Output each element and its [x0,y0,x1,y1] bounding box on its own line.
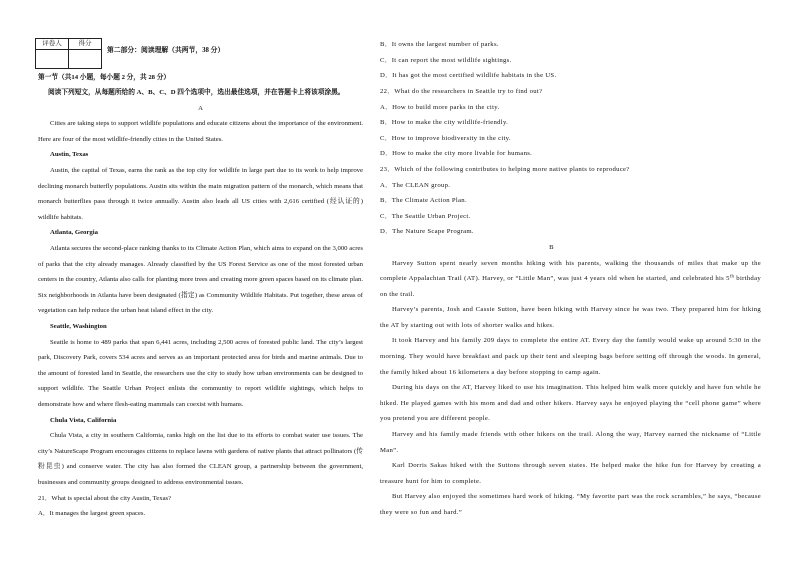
passage-b-label: B [549,243,554,251]
question-21-option-d: D．It has got the most certified wildlife habitats in the US. [380,72,557,80]
question-21-stem: 21．What is special about the city Austin, Texas? [38,494,172,502]
question-22-option-a: A．How to build more parks in the city. [380,103,500,111]
section-text-chula-vista: Chula Vista, a city in southern California, ranks high on the list due to its efforts to combat water use issues. The city’s NatureScape Program encourages citizens to replace lawns with gardens of native plants that attract pollinators (传粉昆虫) and conserve water. The city has also formed the CLEAN group, a partnership between the government, businesses and community groups designed to address environmental issues. [38,432,363,486]
section-heading-austin: Austin, Texas [50,151,89,159]
passage-b-paragraph-1 [380,256,761,303]
question-21-option-c: C．It can report the most wildlife sightings. [380,56,512,64]
question-23-option-c: C．The Seattle Urban Project. [380,212,471,220]
section-text-atlanta: Atlanta secures the second-place ranking thanks to its Climate Action Plan, which aims to expand on the 3,000 acres of parks that the city already manages. Already classified by the US Forest Service as one of the most forested urban centers in the country, Atlanta also calls for planting more trees and creating more green spaces based on its climate plan. Six neighborhoods in Atlanta have been designated (指定) as Community Wildlife Habitats. Put together, these areas of vegetation can help reduce the urban heat island effect in the city. [38,245,363,315]
section-text-austin: Austin, the capital of Texas, earns the rank as the top city for wildlife in large part due to its work to help improve declining monarch butterfly populations. Austin sits within the main migration pattern of the monarch, which means that monarch butterflies pass through it twice annually. Austin also leads all US cities with 2,616 certified (经认证的) wildlife habitats. [38,167,363,221]
part-heading: 第一节（共14 小题，每小题 2 分，共 28 分） [38,73,171,81]
score-table-header-row [36,39,102,50]
paragraph-1-text-after: birthday on the trail. [380,275,761,298]
question-23-option-a: A．The CLEAN group. [380,181,451,189]
left-column [38,70,363,522]
section-title: 第二部分：阅读理解（共两节，38 分） [107,47,225,54]
question-21-option-a: A．It manages the largest green spaces. [38,510,146,518]
question-22-stem: 22．What do the researchers in Seattle try to find out? [380,87,543,95]
paragraph-1-text-before: Harvey Sutton spent nearly seven months hiking with his parents, walking the thousands of miles that make up the complete Appalachian Trail (AT). Harvey, or “Little Man”, was just 4 years old when he started, and celebrated his 5 [380,259,761,283]
question-23-stem: 23．Which of the following contributes to helping more native plants to reproduce? [380,165,630,173]
question-22-option-d: D．How to make the city more livable for humans. [380,150,533,158]
passage-b-paragraph-2: Harvey’s parents, Josh and Cassie Sutton, have been hiking with Harvey since he was two. They prepared him for hiking the AT by starting out with lots of shorter walks and hikes. [380,306,761,329]
question-22-option-c: C．How to improve biodiversity in the city. [380,134,511,142]
question-21-option-b: B．It owns the largest number of parks. [380,41,499,49]
passage-a-intro: Cities are taking steps to support wildlife populations and educate citizens about the importance of the environment. Here are four of the most wildlife-friendly cities in the United States. [38,120,363,143]
score-cell [69,50,102,69]
passage-b-paragraph-7: But Harvey also enjoyed the sometimes hard work of hiking. “My favorite part was the rock scrambles,” he says, “because they were so fun and hard.” [380,493,761,516]
passage-a-label: A [198,104,203,112]
section-heading-chula-vista: Chula Vista, California [50,416,117,424]
question-22-option-b: B．How to make the city wildlife-friendly. [380,119,509,127]
passage-b-paragraph-5: Harvey and his family made friends with other hikers on the trail. Along the way, Harvey earned the nickname of “Little Man”. [380,431,761,454]
ordinal-superscript: th [729,274,735,280]
reviewer-cell [36,50,69,69]
question-23-option-d: D．The Nature Scape Program. [380,228,474,236]
section-text-seattle: Seattle is home to 489 parks that span 6,441 acres, including 2,500 acres of forested public land. The city’s largest park, Discovery Park, covers 534 acres and serves as an important protected area for birds and marine animals. Due to the amount of forested land in Seattle, the researchers use the city to study how urban environments can be designed to support wildlife. The Seattle Urban Project enlists the community to report wildlife sightings, which helps to demonstrate how and where flesh-eating mammals can coexist with humans. [38,338,363,408]
passage-b-paragraph-6: Karl Dorris Sakas hiked with the Suttons through seven states. He helped make the hike fun for Harvey by creating a treasure hunt for him to complete. [380,462,761,485]
instructions: 阅读下列短文，从每题所给的 A、B、C、D 四个选项中，选出最佳选项，并在答题卡上将该项涂黑。 [48,89,345,97]
passage-b-paragraph-3: It took Harvey and his family 209 days to complete the entire AT. Every day the family would wake up around 5:30 in the morning. They would have breakfast and pack up their tent and sleeping bags before setting off through the woods. In general, the family hiked about 16 kilometers a day before stopping to camp again. [380,337,761,376]
score-table [35,38,102,69]
passage-b-paragraph-4: During his days on the AT, Harvey liked to use his imagination. This helped him walk more quickly and have fun while he hiked. He played games with his mom and dad and other hikers. Harvey says he enjoyed playing the “cell phone game” where you pretend you are different people. [380,384,761,423]
section-heading-atlanta: Atlanta, Georgia [50,229,98,237]
question-23-option-b: B．The Climate Action Plan. [380,197,467,205]
score-header: 得分 [69,39,102,50]
reviewer-header: 评卷人 [36,39,69,50]
section-heading-seattle: Seattle, Washington [50,323,107,330]
right-column [380,37,761,520]
score-table-entry-row [36,50,102,69]
